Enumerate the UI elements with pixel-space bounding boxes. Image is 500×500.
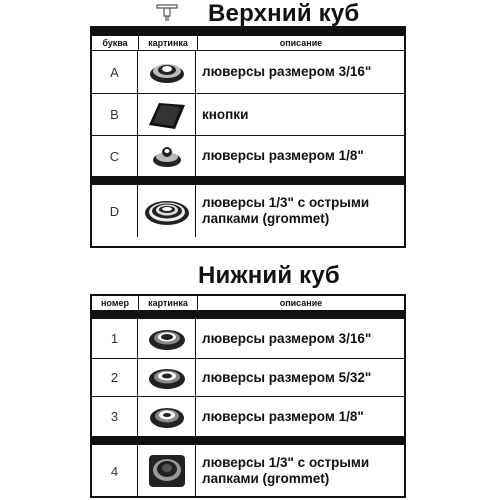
bottom-cube-table [90,294,406,498]
header-picture: картинка [139,36,198,50]
table-top-bar [92,28,404,36]
table-row [92,185,404,237]
row-key: D [92,185,138,237]
row-description: люверсы размером 1/8" [202,408,364,424]
row-key: 2 [92,359,138,396]
table-divider [92,177,404,185]
grommet-icon [143,193,191,229]
row-description: люверсы размером 5/32" [202,369,372,385]
header-description: описание [279,298,323,308]
table-divider [92,437,404,445]
eyelet-setter-icon [147,364,187,392]
row-key: A [92,51,138,93]
table-header [92,296,404,311]
row-key: 4 [92,445,138,497]
row-description: люверсы размером 3/16" [202,330,372,346]
snap-button-icon [145,99,189,131]
table-row [92,319,404,359]
header-letter: буква [92,36,139,50]
table-row [92,136,404,177]
header-picture: картинка [139,296,198,310]
bottom-cube-title: Нижний куб [198,262,340,289]
small-eyelet-icon [147,141,187,171]
row-description: люверсы размером 1/8" [202,148,364,163]
row-key: B [92,94,138,135]
eyelet-setter-icon [147,403,187,431]
header-number: номер [92,296,139,310]
table-row [92,359,404,397]
row-description: люверсы 1/3" с острыми лапками (grommet) [202,195,370,226]
row-description: люверсы размером 3/16" [202,64,372,79]
table-row [92,51,404,94]
row-description: люверсы 1/3" с острыми лапками (grommet) [202,455,370,486]
table-header [92,36,404,51]
top-cube-table [90,26,406,248]
table-row [92,397,404,437]
table-top-bar [92,311,404,319]
row-key: 1 [92,319,138,358]
table-row [92,94,404,136]
top-cube-title: Верхний куб [208,0,360,27]
stamp-logo-icon [156,4,178,22]
row-key: C [92,136,138,176]
eyelet-icon [147,57,187,87]
row-key: 3 [92,397,138,436]
table-row [92,445,404,497]
header-description: описание [279,38,323,48]
grommet-setter-icon [143,451,191,491]
row-description: кнопки [202,106,249,122]
eyelet-setter-icon [147,325,187,353]
